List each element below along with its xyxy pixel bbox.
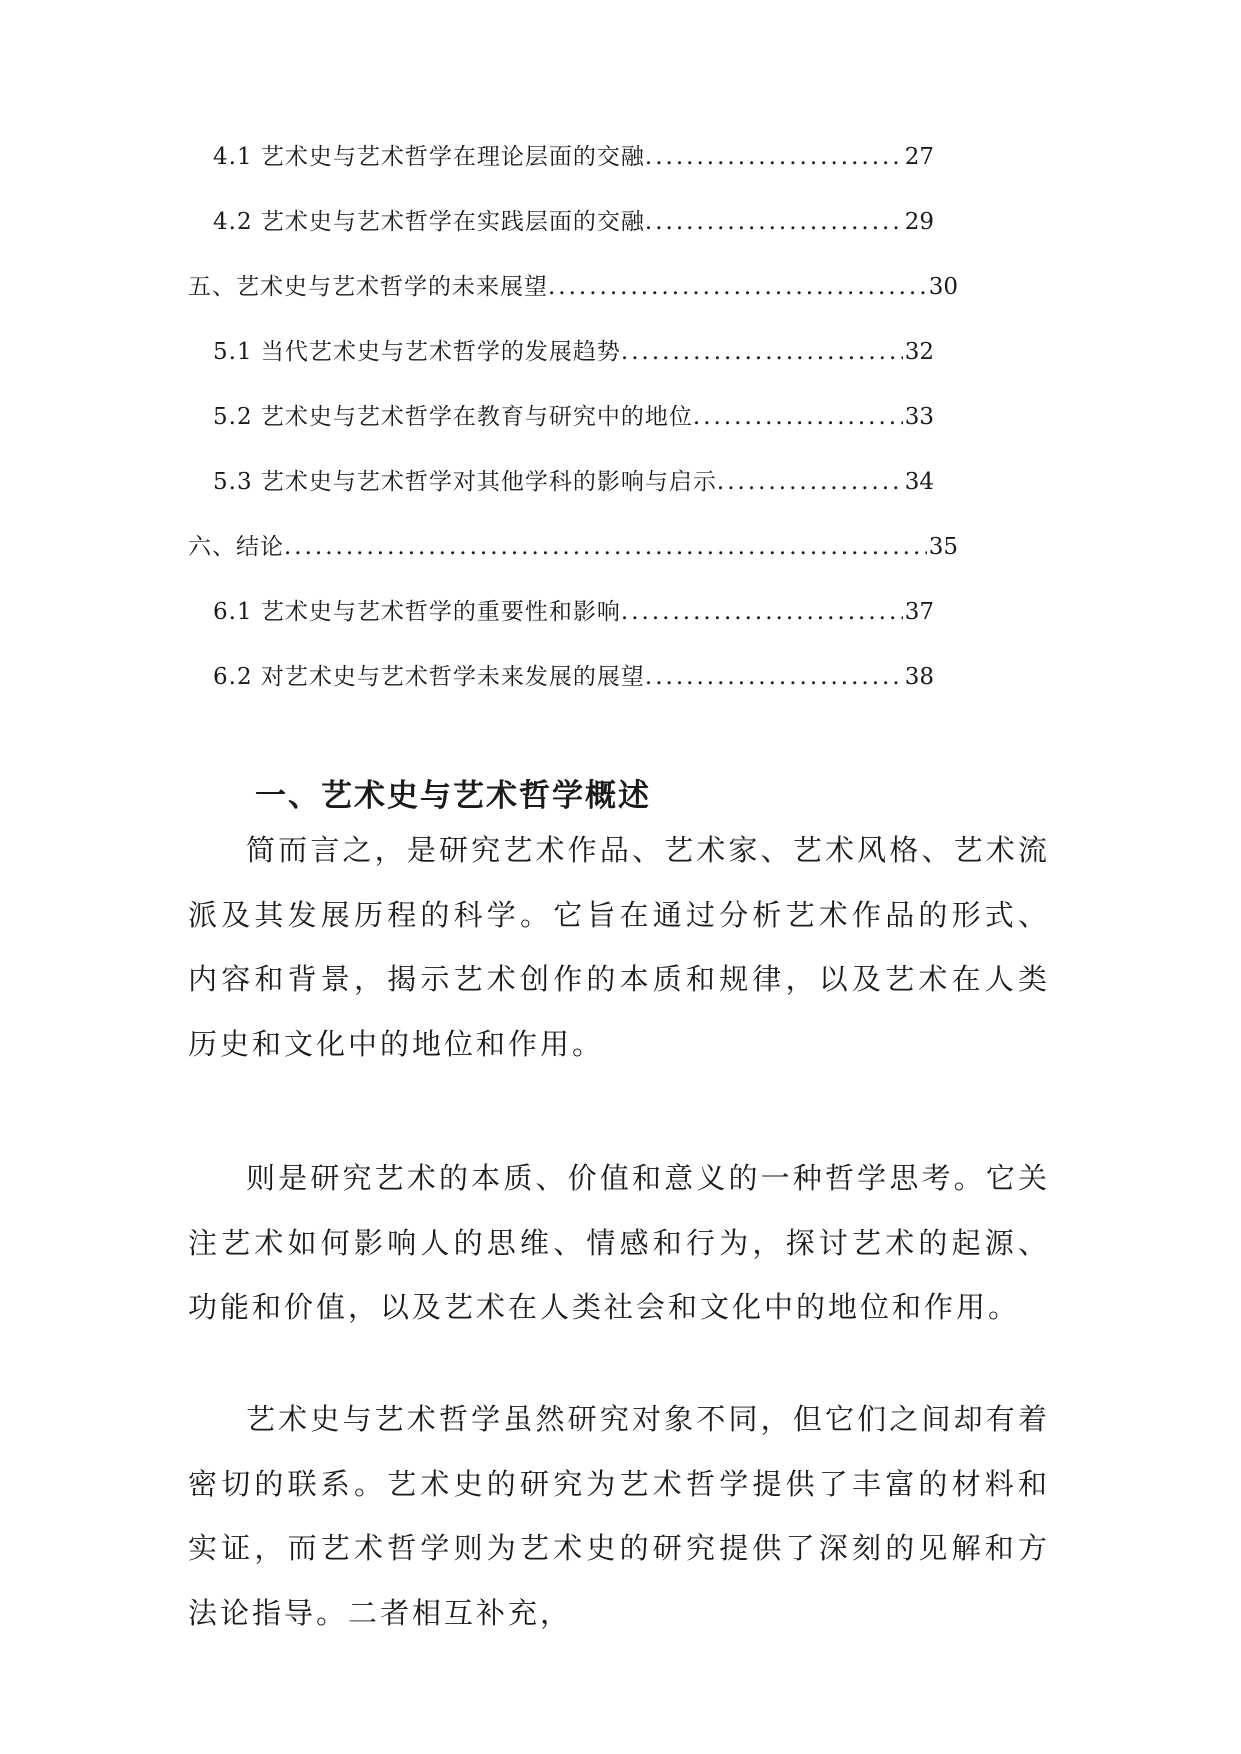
toc-entry[interactable] bbox=[188, 335, 958, 400]
toc-leader-dots bbox=[621, 595, 903, 629]
toc-page-number: 32 bbox=[904, 339, 934, 365]
toc-entry[interactable] bbox=[188, 140, 958, 205]
toc-entry-text: 六、结论 bbox=[188, 534, 284, 560]
toc-entry-text: 4.2 艺术史与艺术哲学在实践层面的交融 bbox=[213, 209, 645, 235]
toc-page-number: 30 bbox=[928, 274, 958, 300]
toc-page-number: 34 bbox=[904, 469, 934, 495]
toc-leader-dots bbox=[621, 335, 903, 369]
toc-page-number: 38 bbox=[904, 664, 934, 690]
toc-entry[interactable] bbox=[188, 595, 958, 660]
toc-entry-text: 五、艺术史与艺术哲学的未来展望 bbox=[188, 274, 548, 300]
toc-entry-text: 5.1 当代艺术史与艺术哲学的发展趋势 bbox=[213, 339, 621, 365]
toc-entry[interactable] bbox=[188, 465, 958, 530]
toc-entry[interactable] bbox=[188, 400, 958, 465]
toc-entry-text: 5.2 艺术史与艺术哲学在教育与研究中的地位 bbox=[213, 404, 693, 430]
toc-entry-text: 4.1 艺术史与艺术哲学在理论层面的交融 bbox=[213, 144, 645, 170]
toc-entry-text: 6.2 对艺术史与艺术哲学未来发展的展望 bbox=[213, 664, 645, 690]
toc-entry[interactable] bbox=[188, 270, 958, 335]
toc-page-number: 33 bbox=[904, 404, 934, 430]
toc-entry-text: 6.1 艺术史与艺术哲学的重要性和影响 bbox=[213, 599, 621, 625]
section-heading: 一、艺术史与艺术哲学概述 bbox=[255, 778, 651, 814]
toc-leader-dots bbox=[693, 400, 903, 434]
body-paragraph: 简而言之，是研究艺术作品、艺术家、艺术风格、艺术流派及其发展历程的科学。它旨在通过分析艺术作品的形式、内容和背景，揭示艺术创作的本质和规律，以及艺术在人类历史和文化中的地位和作用。 bbox=[188, 833, 1050, 1061]
toc-page-number: 27 bbox=[904, 144, 934, 170]
toc-entry[interactable] bbox=[188, 205, 958, 270]
table-of-contents bbox=[188, 140, 958, 725]
toc-page-number: 29 bbox=[904, 209, 934, 235]
toc-leader-dots bbox=[645, 660, 903, 694]
toc-leader-dots bbox=[548, 270, 927, 304]
toc-page-number: 35 bbox=[928, 534, 958, 560]
toc-entry-text: 5.3 艺术史与艺术哲学对其他学科的影响与启示 bbox=[213, 469, 717, 495]
toc-entry[interactable] bbox=[188, 530, 958, 595]
toc-leader-dots bbox=[717, 465, 903, 499]
body-paragraph: 则是研究艺术的本质、价值和意义的一种哲学思考。它关注艺术如何影响人的思维、情感和行为，探讨艺术的起源、功能和价值，以及艺术在人类社会和文化中的地位和作用。 bbox=[188, 1161, 1050, 1324]
toc-leader-dots bbox=[645, 140, 903, 174]
toc-leader-dots bbox=[284, 530, 927, 564]
toc-page-number: 37 bbox=[904, 599, 934, 625]
toc-leader-dots bbox=[645, 205, 903, 239]
body-paragraph: 艺术史与艺术哲学虽然研究对象不同，但它们之间却有着密切的联系。艺术史的研究为艺术哲学提供了丰富的材料和实证，而艺术哲学则为艺术史的研究提供了深刻的见解和方法论指导。二者相互补充， bbox=[188, 1402, 1050, 1630]
toc-entry[interactable] bbox=[188, 660, 958, 725]
